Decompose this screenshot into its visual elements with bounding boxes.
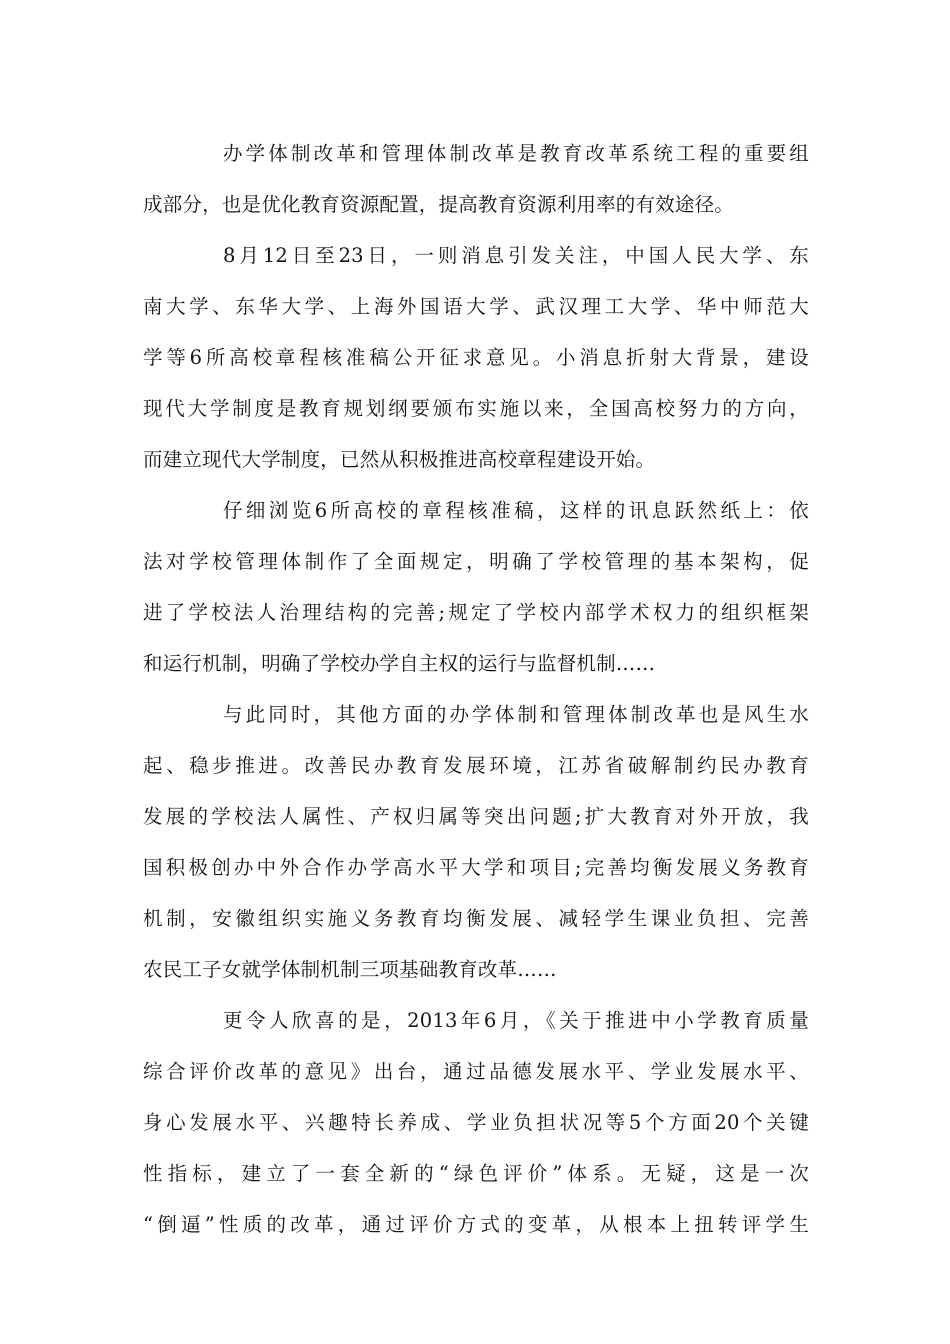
text-line: 综合评价改革的意见》出台，通过品德发展水平、学业发展水平、 bbox=[143, 1060, 809, 1083]
text-line: 办学体制改革和管理体制改革是教育改革系统工程的重要组 bbox=[223, 142, 809, 165]
text-line: 农民工子女就学体制机制三项基础教育改革…… bbox=[143, 958, 557, 981]
text-line: “倒逼”性质的改革，通过评价方式的变革，从根本上扭转评学生 bbox=[143, 1213, 809, 1236]
text-line: 仔细浏览6所高校的章程核准稿，这样的讯息跃然纸上：依 bbox=[223, 499, 809, 522]
text-line: 进了学校法人治理结构的完善;规定了学校内部学术权力的组织框架 bbox=[143, 601, 809, 624]
paragraph bbox=[143, 230, 809, 485]
text-line: 而建立现代大学制度，已然从积极推进高校章程建设开始。 bbox=[143, 448, 656, 471]
text-line: 更令人欣喜的是，2013年6月，《关于推进中小学教育质量 bbox=[223, 1009, 809, 1032]
text-line: 成部分，也是优化教育资源配置，提高教育资源利用率的有效途径。 bbox=[143, 193, 735, 216]
paragraph bbox=[143, 995, 809, 1250]
text-line: 法对学校管理体制作了全面规定，明确了学校管理的基本架构，促 bbox=[143, 550, 809, 573]
text-line: 与此同时，其他方面的办学体制和管理体制改革也是风生水 bbox=[223, 703, 809, 726]
text-line: 起、稳步推进。改善民办教育发展环境，江苏省破解制约民办教育 bbox=[143, 754, 809, 777]
text-line: 现代大学制度是教育规划纲要颁布实施以来，全国高校努力的方向， bbox=[143, 397, 809, 420]
text-line: 国积极创办中外合作办学高水平大学和项目;完善均衡发展义务教育 bbox=[143, 856, 809, 879]
text-line: 性指标，建立了一套全新的“绿色评价”体系。无疑，这是一次 bbox=[143, 1162, 809, 1185]
text-line: 和运行机制，明确了学校办学自主权的运行与监督机制…… bbox=[143, 652, 656, 675]
text-line: 机制，安徽组织实施义务教育均衡发展、减轻学生课业负担、完善 bbox=[143, 907, 809, 930]
text-line: 8月12日至23日，一则消息引发关注，中国人民大学、东 bbox=[223, 244, 809, 267]
paragraph bbox=[143, 689, 809, 995]
text-line: 学等6所高校章程核准稿公开征求意见。小消息折射大背景，建设 bbox=[143, 346, 809, 369]
paragraph bbox=[143, 128, 809, 230]
body-text bbox=[143, 128, 809, 1250]
text-line: 身心发展水平、兴趣特长养成、学业负担状况等5个方面20个关键 bbox=[143, 1111, 809, 1134]
text-line: 南大学、东华大学、上海外国语大学、武汉理工大学、华中师范大 bbox=[143, 295, 809, 318]
paragraph bbox=[143, 485, 809, 689]
text-line: 发展的学校法人属性、产权归属等突出问题;扩大教育对外开放，我 bbox=[143, 805, 809, 828]
